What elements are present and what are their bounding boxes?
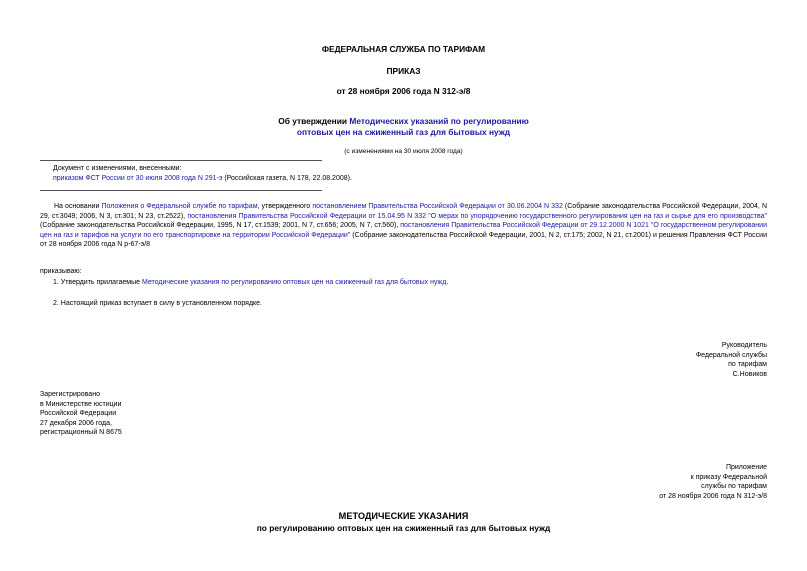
- orders-label: приказываю:: [40, 268, 82, 275]
- title-link-line1[interactable]: Методических указаний по регулированию: [349, 116, 529, 126]
- registration-block: [40, 390, 122, 438]
- order-item-1: [53, 278, 448, 288]
- appendix-block: [659, 463, 767, 501]
- title-link-line2[interactable]: оптовых цен на сжиженный газ для бытовых нужд: [296, 127, 511, 137]
- signer-line-3: по тарифам: [728, 361, 767, 369]
- signer-line-2: Федеральной службы: [695, 351, 767, 359]
- basis-link-decree-1021[interactable]: постановления Правительства Российской Федерации от 29.12.2000 N 1021 "О государственном регулировании цен на газ и тарифов на услуги по его транспортировке на территории Российской Федерации": [40, 222, 767, 239]
- amended-by-heading: Документ с изменениями, внесенными:: [53, 165, 182, 172]
- registration-date: 27 декабря 2006 года,: [40, 419, 112, 427]
- amending-order-source: (Российская газета, N 178, 22.08.2008).: [222, 174, 352, 182]
- agency-heading: ФЕДЕРАЛЬНАЯ СЛУЖБА ПО ТАРИФАМ: [321, 44, 486, 54]
- appendix-line-2: к приказу Федеральной: [690, 473, 767, 481]
- divider-bottom: [40, 190, 322, 191]
- amended-by-line: [53, 174, 753, 184]
- registration-line-2: в Министерстве юстиции: [40, 400, 122, 408]
- methodics-subtitle: по регулированию оптовых цен на сжиженный газ для бытовых нужд: [256, 523, 551, 533]
- basis-link-decree-332[interactable]: постановлением Правительства Российской Федерации от 30.06.2004 N 332: [312, 203, 563, 210]
- amending-order-link[interactable]: приказом ФСТ России от 30 июля 2008 года N 291-э: [53, 174, 223, 182]
- order-item-2: 2. Настоящий приказ вступает в силу в установленном порядке.: [53, 300, 263, 307]
- amend-note: (с изменениями на 30 июля 2008 года): [344, 148, 463, 155]
- basis-paragraph: [40, 202, 767, 250]
- appendix-line-3: службы по тарифам: [701, 483, 767, 491]
- basis-text-1: На основании: [54, 203, 102, 210]
- appendix-line-4: от 28 ноября 2006 года N 312-э/8: [659, 492, 767, 500]
- basis-text-5: (Собрание законодательства Российской Федерации, 2001, N 2, ст.175; 2002, N 21, ст.2001) и решения Правления ФСТ России от 28 ноября 2006 года N р-67-э/8: [40, 231, 767, 249]
- amended-by-block: [53, 164, 753, 183]
- registration-line-1: Зарегистрировано: [40, 391, 100, 398]
- signer-line-1: Руководитель: [721, 342, 767, 349]
- methodics-title: МЕТОДИЧЕСКИЕ УКАЗАНИЯ: [338, 511, 469, 521]
- basis-text-3: (Собрание законодательства Российской Федерации, 2004, N 29, ст.3049; 2006, N 3, ст.301; N 23, ст.2522),: [40, 203, 767, 220]
- doc-title-prefix: Об утверждении: [278, 116, 350, 126]
- item1-prefix: 1. Утвердить прилагаемые: [53, 279, 142, 286]
- signer-block: [696, 341, 767, 379]
- methodics-link[interactable]: Методические указания по регулированию оптовых цен на сжиженный газ для бытовых нужд: [141, 279, 447, 286]
- doc-title: [0, 116, 807, 138]
- basis-link-decree-1995[interactable]: постановления Правительства Российской Федерации от 15.04.95 N 332 "О мерах по упорядочению государственного регулирования цен на газ и сырье для его производства": [187, 212, 767, 220]
- appendix-line-1: Приложение: [725, 464, 767, 471]
- registration-line-3: Российской Федерации: [40, 410, 117, 418]
- basis-link-regulation[interactable]: Положения о Федеральной службе по тарифам: [101, 203, 258, 210]
- signer-name: С.Новиков: [732, 370, 767, 378]
- divider-top: [40, 160, 322, 161]
- basis-text-4: (Собрание законодательства Российской Федерации, 1995, N 17, ст.1539; 2001, N 7, ст.656; 2005, N 7, ст.560),: [40, 222, 401, 230]
- doc-date-number: от 28 ноября 2006 года N 312-э/8: [336, 86, 471, 96]
- doc-type-heading: ПРИКАЗ: [386, 66, 421, 76]
- item1-suffix: .: [446, 279, 449, 286]
- registration-number: регистрационный N 8675: [40, 429, 122, 437]
- basis-text-2: , утвержденного: [257, 203, 313, 210]
